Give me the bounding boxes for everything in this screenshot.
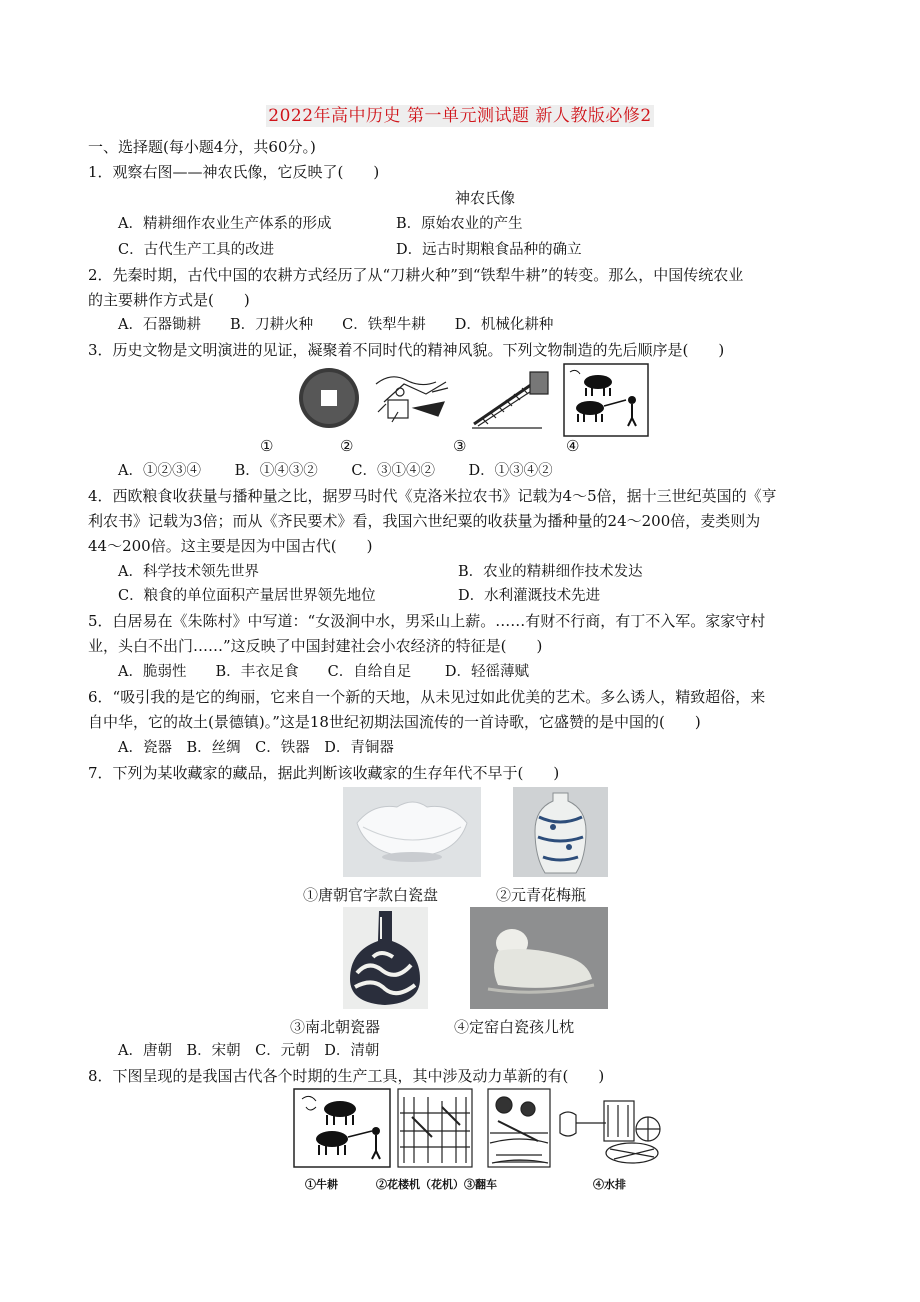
q1-option-a: A．精耕细作农业生产体系的形成 bbox=[118, 216, 332, 232]
q2-stem-line1: 2．先秦时期，古代中国的农耕方式经历了从“刀耕火种”到“铁犁牛耕”的转变。那么，中国传统农业 bbox=[88, 266, 744, 284]
q3-options: A．①②③④ B．①④③② C．③①④② D．①③④② bbox=[118, 463, 553, 479]
q3-artifacts-figure bbox=[292, 362, 652, 438]
q8-ox-plough-image bbox=[294, 1089, 390, 1167]
q1-option-c: C．古代生产工具的改进 bbox=[118, 242, 275, 258]
q7-caption-3: ③南北朝瓷器 bbox=[290, 1018, 381, 1036]
q7-white-plate-photo bbox=[343, 787, 481, 877]
child-pillow-image bbox=[470, 907, 608, 1009]
q7-child-pillow-photo bbox=[470, 907, 608, 1009]
q3-label-4: ④ bbox=[566, 437, 580, 455]
white-plate-image bbox=[343, 787, 481, 877]
q4-option-b: B．农业的精耕细作技术发达 bbox=[458, 564, 643, 580]
q8-water-lift-image bbox=[488, 1089, 550, 1167]
q4-option-a: A．科学技术领先世界 bbox=[118, 564, 259, 580]
q4-stem-line1: 4．西欧粮食收获量与播种量之比，据罗马时代《克洛米拉农书》记载为4～5倍，据十三世纪英国的《亨 bbox=[88, 487, 777, 505]
q3-ox-plough-image bbox=[564, 364, 648, 436]
q7-stem: 7．下列为某收藏家的藏品，据此判断该收藏家的生存年代不早于( ) bbox=[88, 764, 560, 782]
q4-option-c: C．粮食的单位面积产量居世界领先地位 bbox=[118, 588, 376, 604]
title-text: 2022年高中历史 第一单元测试题 新人教版必修2 bbox=[268, 106, 652, 126]
q1-option-b: B．原始农业的产生 bbox=[396, 216, 523, 232]
q3-diagram-image bbox=[376, 377, 448, 422]
q4-option-d: D．水利灌溉技术先进 bbox=[458, 588, 601, 604]
q7-dragon-vase-photo bbox=[343, 907, 428, 1009]
q8-caption-4: ④水排 bbox=[593, 1178, 626, 1191]
section-heading: 一、选择题(每小题4分，共60分。) bbox=[88, 138, 316, 156]
q1-figure-caption: 神农氏像 bbox=[455, 189, 516, 207]
q7-blue-white-vase-photo bbox=[513, 787, 608, 877]
q1-stem: 1．观察右图——神农氏像，它反映了( ) bbox=[88, 163, 380, 181]
q5-options: A．脆弱性 B．丰衣足食 C．自给自足 D．轻徭薄赋 bbox=[118, 664, 529, 680]
q4-stem-line3: 44～200倍。这主要是因为中国古代( ) bbox=[88, 537, 373, 555]
page-title bbox=[0, 101, 920, 126]
q5-stem-line2: 业，头白不出门……”这反映了中国封建社会小农经济的特征是( ) bbox=[88, 637, 543, 655]
q3-label-3: ③ bbox=[453, 437, 467, 455]
q8-tools-figure bbox=[292, 1087, 668, 1171]
dragon-vase-image bbox=[343, 907, 428, 1009]
q6-stem-line2: 自中华，它的故土(景德镇)。”这是18世纪初期法国流传的一首诗歌，它盛赞的是中国的( ) bbox=[88, 713, 701, 731]
q7-caption-4: ④定窑白瓷孩儿枕 bbox=[454, 1018, 575, 1036]
blue-white-vase-image bbox=[513, 787, 608, 877]
q5-stem-line1: 5．白居易在《朱陈村》中写道：“女汲涧中水，男采山上薪。……有财不行商，有丁不入军。家家守村 bbox=[88, 612, 766, 630]
q7-options: A．唐朝 B．宋朝 C．元朝 D．清朝 bbox=[118, 1043, 380, 1059]
q8-stem: 8．下图呈现的是我国古代各个时期的生产工具，其中涉及动力革新的有( ) bbox=[88, 1067, 605, 1085]
q8-water-bellows-image bbox=[560, 1101, 660, 1163]
q3-coin-image bbox=[299, 368, 359, 428]
q8-caption-2-3: ②花楼机（花机）③翻车 bbox=[376, 1178, 497, 1191]
q1-option-d: D．远古时期粮食品种的确立 bbox=[396, 242, 582, 258]
q2-stem-line2: 的主要耕作方式是( ) bbox=[88, 291, 250, 309]
q7-caption-1: ①唐朝官字款白瓷盘 bbox=[303, 886, 439, 904]
q3-waterwheel-image bbox=[472, 372, 548, 428]
q6-stem-line1: 6．“吸引我的是它的绚丽，它来自一个新的天地，从未见过如此优美的艺术。多么诱人，精致超俗，来 bbox=[88, 688, 766, 706]
q8-caption-1: ①牛耕 bbox=[305, 1178, 338, 1191]
q3-stem: 3．历史文物是文明演进的见证，凝聚着不同时代的精神风貌。下列文物制造的先后顺序是( ) bbox=[88, 341, 725, 359]
q6-options: A．瓷器 B．丝绸 C．铁器 D．青铜器 bbox=[118, 740, 394, 756]
q2-options: A．石器锄耕 B．刀耕火种 C．铁犁牛耕 D．机械化耕种 bbox=[118, 317, 554, 333]
q8-loom-image bbox=[398, 1089, 472, 1167]
q3-label-2: ② bbox=[340, 437, 354, 455]
q3-label-1: ① bbox=[260, 437, 274, 455]
q7-caption-2: ②元青花梅瓶 bbox=[496, 886, 587, 904]
q4-stem-line2: 利农书》记载为3倍；而从《齐民要术》看，我国六世纪粟的收获量为播种量的24～200倍，麦类则为 bbox=[88, 512, 761, 530]
